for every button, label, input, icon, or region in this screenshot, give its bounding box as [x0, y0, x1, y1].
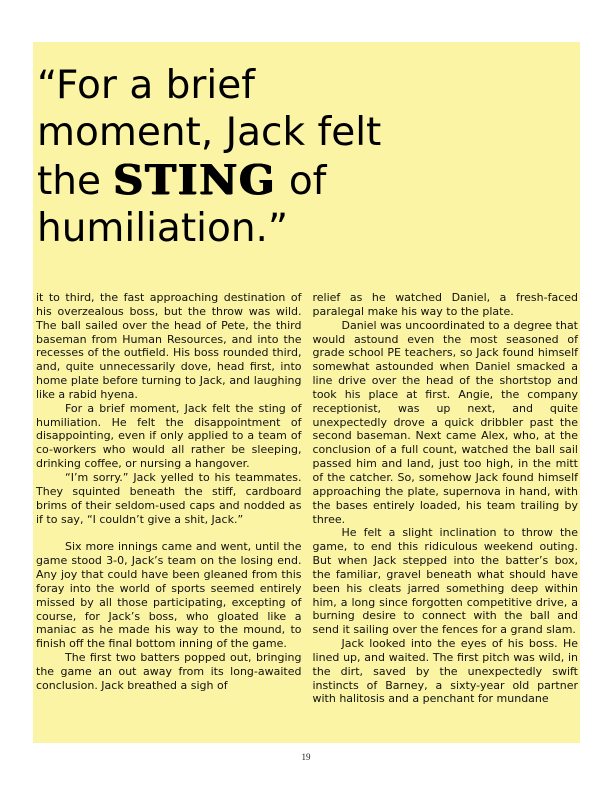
quote-line-3-pre: the	[37, 159, 114, 204]
paragraph: relief as he watched Daniel, a fresh-faced paralegal make his way to the plate.	[312, 291, 578, 318]
paragraph: Jack looked into the eyes of his boss. He lined up, and waited. The first pitch was wild, in the dirt, saved by the unexpectedly swift instincts of Barney, a sixty-year old partner with halitosis and a penchant for mundane	[312, 637, 578, 706]
quote-line-3	[37, 156, 565, 205]
paragraph: He felt a slight inclination to throw the game, to end this ridiculous weekend outing. But when Jack stepped into the batter’s box, the familiar, gravel beneath what should have been his cleats jarred something deep within him, a long since forgotten competitive drive, a burning desire to connect with the ball and send it sailing over the fences for a grand slam.	[312, 526, 578, 637]
quote-line-3-post: of	[276, 159, 327, 204]
pull-quote	[37, 62, 565, 252]
paragraph: “I’m sorry.” Jack yelled to his teammates. They squinted beneath the stiff, cardboard brims of their seldom-used caps and nodded as if to say, “I couldn’t give a shit, Jack.”	[36, 470, 302, 526]
quote-emphasis-word: STING	[113, 155, 277, 204]
paragraph: it to third, the fast approaching destination of his overzealous boss, but the throw was wild. The ball sailed over the head of Pete, the third baseman from Human Resources, and into the recesses of the outfield. His boss rounded third, and, quite unnecessarily dove, head first, into home plate before turning to Jack, and laughing like a rabid hyena.	[36, 291, 302, 401]
paragraph: Six more innings came and went, until the game stood 3-0, Jack’s team on the losing end. Any joy that could have been gleaned from this foray into the world of sports seemed entirely missed by all those participating, excepting of course, for Jack’s boss, who gloated like a maniac as he made his way to the mound, to finish off the final bottom inning of the game.	[36, 540, 302, 651]
paragraph: Daniel was uncoordinated to a degree that would astound even the most seasoned of grade school PE teachers, so Jack found himself somewhat astounded when Daniel smacked a line drive over the head of the shortstop and took his place at first. Angie, the company receptionist, was up next, and quite unexpectedly drove a quick dribbler past the second baseman. Next came Alex, who, at the conclusion of a full count, watched the ball sail passed him and land, just too high, in the mitt of the catcher. So, somehow Jack found himself approaching the plate, supernova in hand, with the bases entirely loaded, his team trailing by three.	[312, 318, 578, 526]
quote-line-4: humiliation.”	[37, 206, 289, 251]
body-columns	[36, 291, 578, 706]
quote-line-2: moment, Jack felt	[37, 110, 382, 155]
paragraph: The first two batters popped out, bringing the game an out away from its long-awaited conclusion. Jack breathed a sigh of	[36, 651, 302, 692]
page-number: 19	[301, 752, 311, 762]
column-right	[313, 291, 579, 706]
paragraph: For a brief moment, Jack felt the sting of humiliation. He felt the disappointment of disappointing, even if only applied to a team of co-workers who would all rather be sleeping, drinking coffee, or nursing a hangover.	[36, 401, 302, 471]
column-left	[36, 291, 302, 706]
quote-line-1: “For a brief	[37, 63, 255, 108]
